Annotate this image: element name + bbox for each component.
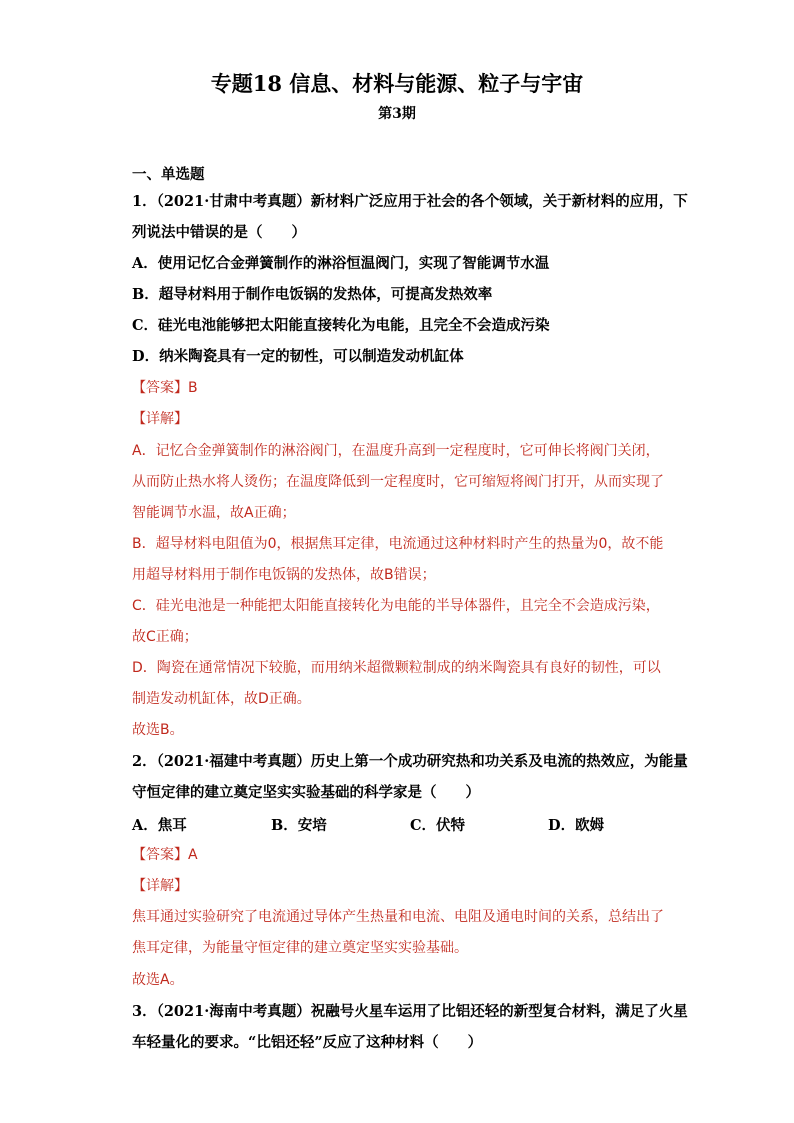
q1-answer: 【答案】B [132, 380, 198, 396]
q2-option-c: C．伏特 [410, 817, 466, 834]
q1-stem-line-1: 1．（2021·甘肃中考真题）新材料广泛应用于社会的各个领域，关于新材料的应用，下 [132, 193, 688, 210]
q3-stem-line-2: 车轻量化的要求。“比铝还轻”反应了这种材料（ ） [132, 1034, 483, 1051]
page-title: 专题18 信息、材料与能源、粒子与宇宙 [210, 71, 584, 96]
q1-stem-line-2: 列说法中错误的是（ ） [132, 224, 306, 241]
q2-detail-line: 焦耳通过实验研究了电流通过导体产生热量和电流、电阻及通电时间的关系，总结出了 [132, 909, 664, 925]
q1-detail-label: 【详解】 [132, 411, 188, 427]
q1-option-b: B．超导材料用于制作电饭锅的发热体，可提高发热效率 [132, 286, 493, 303]
q1-detail-line: D．陶瓷在通常情况下较脆，而用纳米超微颗粒制成的纳米陶瓷具有良好的韧性，可以 [132, 660, 661, 676]
q3-stem-line-1: 3．（2021·海南中考真题）祝融号火星车运用了比铝还轻的新型复合材料，满足了火星 [132, 1003, 688, 1020]
q2-option-a: A．焦耳 [132, 817, 187, 834]
q1-detail-line: B．超导材料电阻值为0，根据焦耳定律，电流通过这种材料时产生的热量为0，故不能 [132, 536, 664, 552]
q1-option-a: A．使用记忆合金弹簧制作的淋浴恒温阀门，实现了智能调节水温 [132, 255, 550, 272]
q2-conclusion: 故选A。 [132, 972, 184, 988]
q1-detail-line: 从而防止热水将人烫伤；在温度降低到一定程度时，它可缩短将阀门打开，从而实现了 [132, 474, 664, 490]
q1-option-d: D．纳米陶瓷具有一定的韧性，可以制造发动机缸体 [132, 348, 464, 365]
q2-stem-line-2: 守恒定律的建立奠定坚实实验基础的科学家是（ ） [132, 784, 480, 801]
q2-answer: 【答案】A [132, 847, 198, 863]
q1-option-c: C．硅光电池能够把太阳能直接转化为电能，且完全不会造成污染 [132, 317, 550, 334]
page-subtitle: 第3期 [378, 106, 416, 122]
section-heading: 一、单选题 [132, 166, 205, 183]
q1-conclusion: 故选B。 [132, 722, 184, 738]
q1-detail-line: C．硅光电池是一种能把太阳能直接转化为电能的半导体器件，且完全不会造成污染， [132, 598, 660, 614]
q1-detail-line: A．记忆合金弹簧制作的淋浴阀门，在温度升高到一定程度时，它可伸长将阀门关闭， [132, 443, 660, 459]
q1-detail-line: 制造发动机缸体，故D正确。 [132, 691, 311, 707]
q1-detail-line: 智能调节水温，故A正确； [132, 505, 296, 521]
q2-detail-label: 【详解】 [132, 878, 188, 894]
q2-options-row [132, 814, 672, 834]
q2-option-d: D．欧姆 [548, 817, 605, 834]
q2-detail-line: 焦耳定律，为能量守恒定律的建立奠定坚实实验基础。 [132, 940, 468, 956]
q2-stem-line-1: 2．（2021·福建中考真题）历史上第一个成功研究热和功关系及电流的热效应，为能量 [132, 753, 688, 770]
q1-detail-line: 故C正确； [132, 629, 198, 645]
q2-option-b: B．安培 [271, 817, 327, 834]
q1-detail-line: 用超导材料用于制作电饭锅的发热体，故B错误； [132, 567, 436, 583]
